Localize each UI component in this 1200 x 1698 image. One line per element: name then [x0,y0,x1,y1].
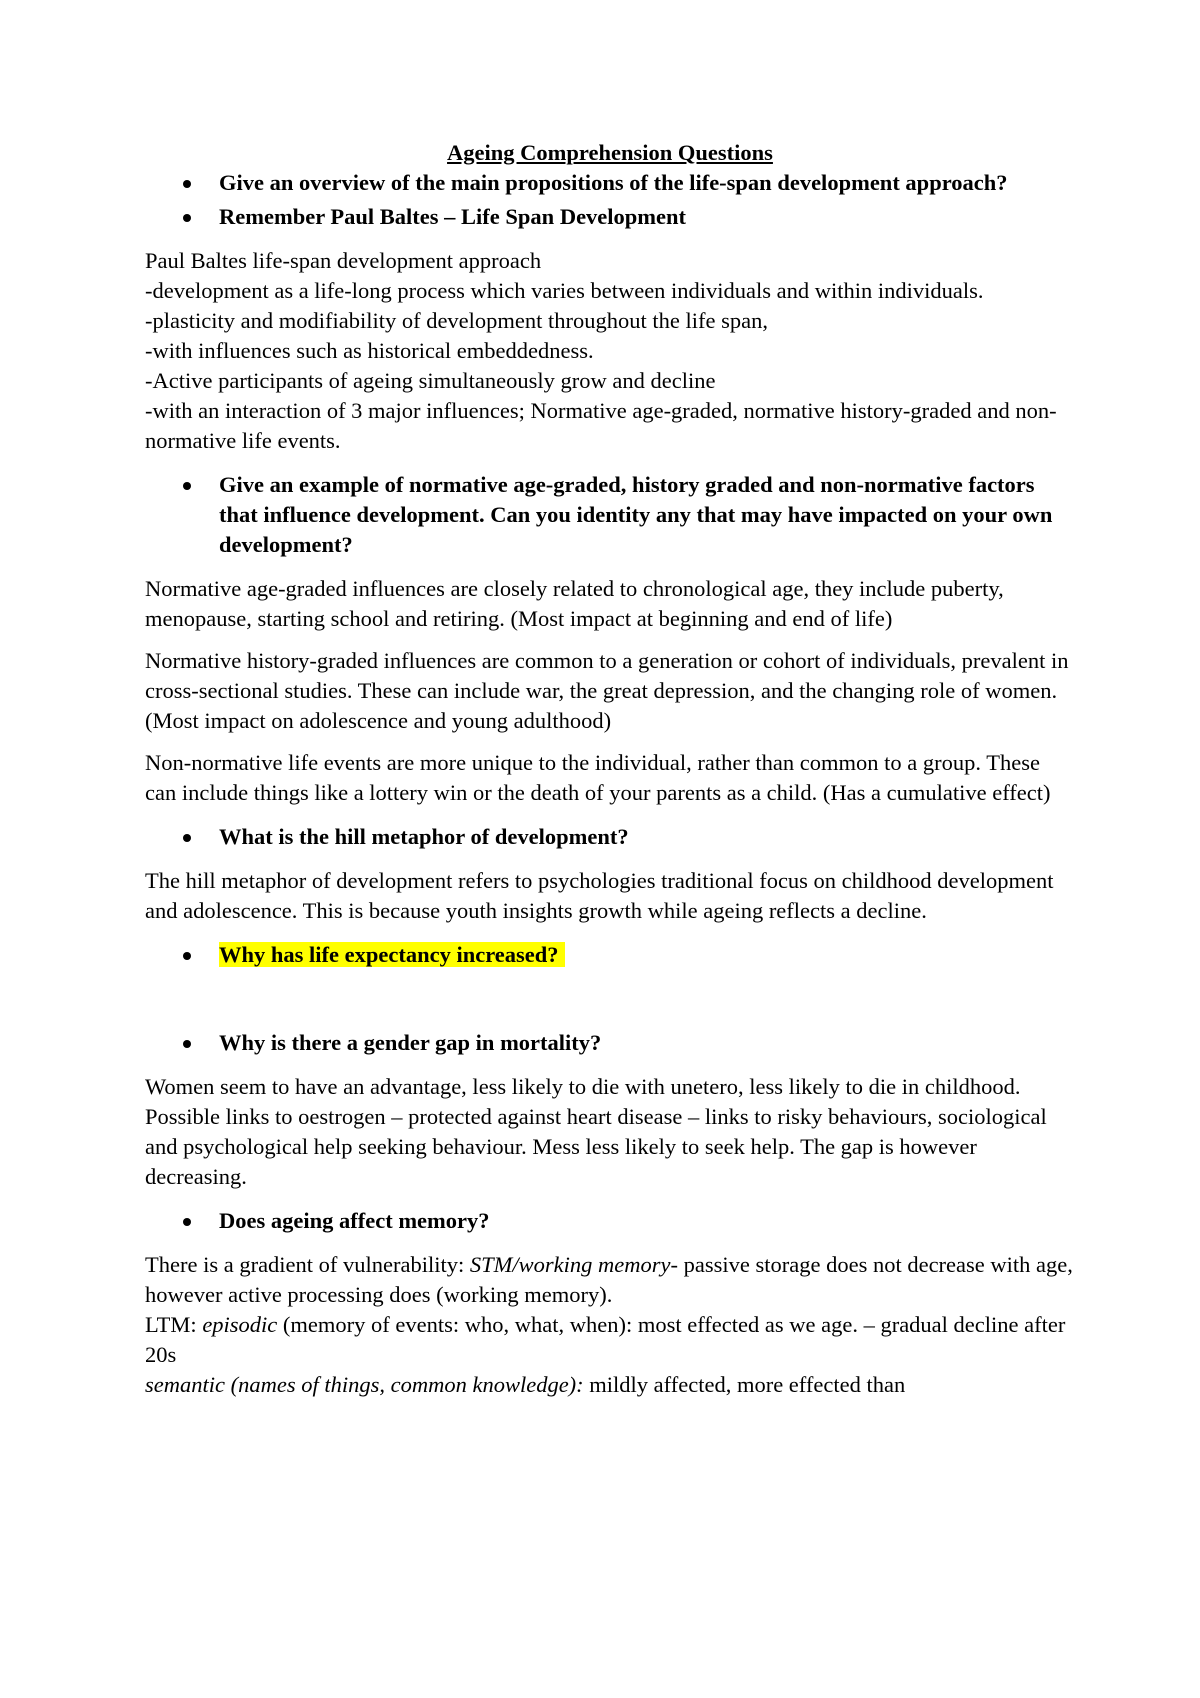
answer-line: Paul Baltes life-span development approach [145,248,542,273]
answer-paragraph: Normative age-graded influences are closely related to chronological age, they include puberty, menopause, starting school and retiring. (Most impact at beginning and end of life) [145,576,1004,631]
question-bullet-4 [145,822,1075,852]
italic-term: STM/working memory [469,1252,671,1277]
page-title: Ageing Comprehension Questions [447,140,773,165]
answer-line [145,1310,1075,1370]
answer-line: -with an interaction of 3 major influences; Normative age-graded, normative history-graded and non-normative life events. [145,398,1057,453]
question-bullet-6 [145,1028,1075,1058]
answer-line: -with influences such as historical embeddedness. [145,338,594,363]
answer-line: -Active participants of ageing simultaneously grow and decline [145,368,716,393]
answer-paragraph: Normative history-graded influences are common to a generation or cohort of individuals, prevalent in cross-sectional studies. These can include war, the great depression, and the changing role of women. (Most impact on adolescence and young adulthood) [145,648,1069,733]
question-bullet-2 [145,202,1075,232]
document-page [145,138,1075,1400]
question-text: Give an example of normative age-graded, history graded and non-normative factors that influence development. Can you identity any that may have impacted on your own development? [219,472,1053,557]
answer-line [145,1370,1075,1400]
question-bullet-5 [145,940,1075,970]
answer-paragraph: Women seem to have an advantage, less likely to die with unetero, less likely to die in childhood. Possible links to oestrogen – protected against heart disease – links to risky behaviours, sociological and psychological help seeking behaviour. Mess less likely to seek help. The gap is however decreasing. [145,1074,1047,1189]
bullet-dot-icon [183,180,191,188]
question-text: Why is there a gender gap in mortality? [219,1030,602,1055]
text-run: (memory of events: who, what, when): most effected as we age. – gradual decline after 20s [145,1312,1066,1367]
bullet-dot-icon [183,1218,191,1226]
answer-paragraph: The hill metaphor of development refers to psychologies traditional focus on childhood development and adolescence. This is because youth insights growth while ageing reflects a decline. [145,868,1054,923]
question-text: Remember Paul Baltes – Life Span Development [219,204,687,229]
answer-line [145,1250,1075,1310]
answer-paragraph: Non-normative life events are more unique to the individual, rather than common to a group. These can include things like a lottery win or the death of your parents as a child. (Has a cumulative effect) [145,750,1051,805]
bullet-dot-icon [183,834,191,842]
highlighted-question-text: Why has life expectancy increased? [219,942,565,967]
question-bullet-7 [145,1206,1075,1236]
bullet-dot-icon [183,952,191,960]
bullet-dot-icon [183,214,191,222]
answer-block-1 [145,246,1075,456]
bullet-dot-icon [183,482,191,490]
text-run: There is a gradient of vulnerability: [145,1252,470,1277]
question-text: What is the hill metaphor of development? [219,824,629,849]
question-bullet-1 [145,168,1075,198]
question-text: Does ageing affect memory? [219,1208,490,1233]
bullet-dot-icon [183,1040,191,1048]
answer-line: -development as a life-long process which varies between individuals and within individuals. [145,278,984,303]
question-bullet-3 [145,470,1075,560]
text-run: - passive storage does not decrease with age, however active processing does (working memory). [145,1252,1073,1307]
text-run: mildly affected, more effected than [583,1372,906,1397]
italic-term: semantic (names of things, common knowledge): [145,1372,584,1397]
answer-line: -plasticity and modifiability of development throughout the life span, [145,308,768,333]
italic-term: episodic [202,1312,278,1337]
text-run: LTM: [145,1312,203,1337]
answer-block-memory [145,1250,1075,1400]
question-text: Give an overview of the main propositions of the life-span development approach? [219,170,1008,195]
